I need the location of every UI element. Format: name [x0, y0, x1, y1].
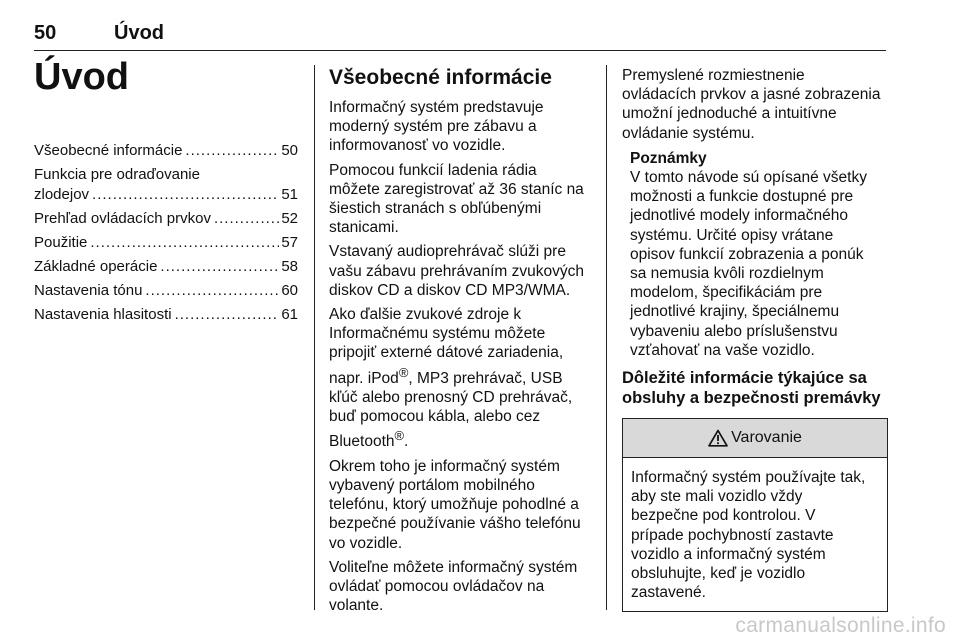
text-line: opisov funkcií zobrazenia a ponúk — [630, 245, 864, 263]
text-line: vzťahovať na vaše vozidlo. — [630, 341, 815, 359]
toc-entry-label: Všeobecné informácie — [34, 142, 183, 159]
registered-mark: ® — [398, 364, 409, 380]
toc-dot-leader — [185, 141, 279, 161]
toc-entry-page: 58 — [281, 257, 298, 275]
text-line: obsluhujte, keď je vozidlo — [631, 565, 806, 583]
text-line: vašu zábavu prehrávaním zvukových — [329, 262, 585, 280]
page-number: 50 — [34, 22, 57, 44]
paragraph — [329, 457, 595, 553]
paragraph — [329, 558, 595, 616]
text-line: Voliteľne môžete informačný systém — [329, 558, 578, 576]
section-title: Všeobecné informácie — [329, 66, 552, 89]
paragraph — [329, 242, 595, 300]
text-line: jednotlivé krajiny, špeciálnemu — [630, 303, 840, 321]
text-line: ovládať pomocou ovládačov na — [329, 577, 545, 595]
text-line: bezpečne pod kontrolou. V — [631, 507, 816, 525]
toc-entry-page: 50 — [281, 142, 298, 159]
text-line: umožní jednoduché a intuitívne — [622, 105, 837, 123]
paragraph — [329, 98, 595, 156]
toc-entry[interactable] — [34, 305, 298, 325]
text-line: šiestich stranách s obľúbenými — [329, 200, 542, 218]
text-line: Vstavaný audioprehrávač slúži pre — [329, 243, 566, 261]
warning-triangle-icon — [708, 429, 728, 447]
column-divider — [606, 65, 607, 610]
running-header-title: Úvod — [114, 22, 164, 44]
text-line: volante. — [329, 597, 384, 615]
text-line: obsluhy a bezpečnosti premávky — [622, 389, 881, 408]
text-line: sa nemusia kvôli rozdielnym — [630, 265, 824, 283]
text-line: kľúč alebo prenosný CD prehrávač, — [329, 389, 573, 406]
paragraph — [329, 305, 595, 452]
chapter-title: Úvod — [34, 56, 129, 98]
text-line: ovládacích prvkov a jasné zobrazenia — [622, 86, 881, 104]
text-line: Premyslené rozmiestnenie — [622, 67, 805, 84]
toc-entry-label: Nastavenia tónu — [34, 281, 143, 299]
column-right — [622, 66, 888, 612]
warning-header — [623, 419, 887, 458]
toc-entry-page: 57 — [281, 233, 298, 251]
text-line: stanicami. — [329, 219, 399, 237]
text-line: vozidlo a informačný systém — [631, 545, 826, 563]
paragraph — [622, 66, 888, 143]
note-heading: Poznámky — [630, 149, 707, 167]
toc-entry-label: Funkcia pre odraďovanie — [34, 166, 200, 183]
toc-entry-page: 52 — [281, 209, 298, 227]
warning-label: Varovanie — [731, 429, 802, 447]
toc-entry[interactable] — [34, 209, 298, 229]
toc-entry-page: 51 — [281, 185, 298, 203]
toc-entry-label: Prehľad ovládacích prvkov — [34, 209, 211, 227]
watermark: carmanualsonline.info — [735, 614, 946, 637]
text-line: , MP3 prehrávač, USB — [408, 369, 563, 387]
warning-body — [623, 458, 887, 611]
text-line: buď pomocou kábla, alebo cez — [329, 408, 541, 426]
text-line: V tomto návode sú opísané všetky — [630, 169, 867, 187]
text-line: Informačný systém používajte tak, — [631, 469, 866, 487]
text-line: . — [404, 433, 409, 451]
toc-dot-leader — [90, 233, 279, 253]
text-line: aby ste mali vozidlo vždy — [631, 488, 803, 506]
toc-entry[interactable] — [34, 233, 298, 253]
text-line: vybaveniu alebo príslušenstvu — [630, 322, 838, 340]
warning-box — [622, 418, 888, 612]
toc-entry-label: Nastavenia hlasitosti — [34, 305, 172, 323]
toc-entry-page: 61 — [281, 305, 298, 323]
subsection-title — [622, 368, 888, 408]
toc-entry-label: Použitie — [34, 233, 88, 251]
text-line: Dôležité informácie týkajúce sa — [622, 369, 867, 388]
toc-entry[interactable] — [34, 281, 298, 301]
text-line: bezpečné používanie vášho telefónu — [329, 515, 581, 533]
text-line: pripojiť externé dátové zariadenia, — [329, 344, 564, 362]
registered-mark: ® — [394, 428, 405, 444]
text-line: môžete zaregistrovať až 36 staníc na — [329, 180, 584, 198]
text-line: napr. iPod — [329, 369, 399, 387]
text-line: informovanosť vo vozidle. — [329, 137, 506, 155]
note-block — [622, 149, 888, 360]
column-divider — [314, 65, 315, 610]
text-line: moderný systém pre zábavu a — [329, 118, 537, 136]
text-line: systému. Určité opisy vrátane — [630, 226, 834, 244]
column-middle — [329, 66, 595, 620]
toc-dot-leader — [175, 305, 280, 325]
toc-dot-leader — [145, 281, 279, 301]
text-line: jednotlivé modely informačného — [630, 207, 848, 225]
paragraph — [329, 161, 595, 238]
toc-dot-leader — [160, 257, 279, 277]
text-line: zastavené. — [631, 584, 706, 602]
text-line: možnosti a funkcie dostupné pre — [630, 188, 854, 206]
text-line: telefónu, ktorý umožňuje pohodlné a — [329, 496, 579, 514]
text-line: Bluetooth — [329, 433, 395, 451]
toc-entry-label: zlodejov — [34, 185, 90, 203]
toc-entry-label: Základné operácie — [34, 257, 158, 275]
text-line: vybavený portálom mobilného — [329, 476, 535, 494]
text-line: vo vozidle. — [329, 534, 403, 552]
text-line: ovládanie systému. — [622, 124, 755, 142]
text-line: Okrem toho je informačný systém — [329, 457, 560, 475]
page-header — [34, 20, 886, 51]
toc-entry[interactable] — [34, 257, 298, 277]
text-line: Pomocou funkcií ladenia rádia — [329, 161, 537, 179]
text-line: Ako ďalšie zvukové zdroje k — [329, 306, 522, 324]
toc-dot-leader — [92, 185, 279, 205]
text-line: diskov CD a diskov CD MP3/WMA. — [329, 281, 571, 299]
text-line: Informačnému systému môžete — [329, 325, 546, 343]
text-line: Informačný systém predstavuje — [329, 99, 544, 116]
toc-dot-leader — [214, 209, 279, 229]
text-line: modelom, špecifikáciám pre — [630, 284, 823, 302]
toc-entry[interactable] — [34, 165, 298, 204]
text-line: prípade pochybností zastavte — [631, 526, 834, 544]
toc-entry-page: 60 — [281, 281, 298, 299]
table-of-contents — [34, 141, 298, 329]
toc-entry[interactable] — [34, 141, 298, 161]
